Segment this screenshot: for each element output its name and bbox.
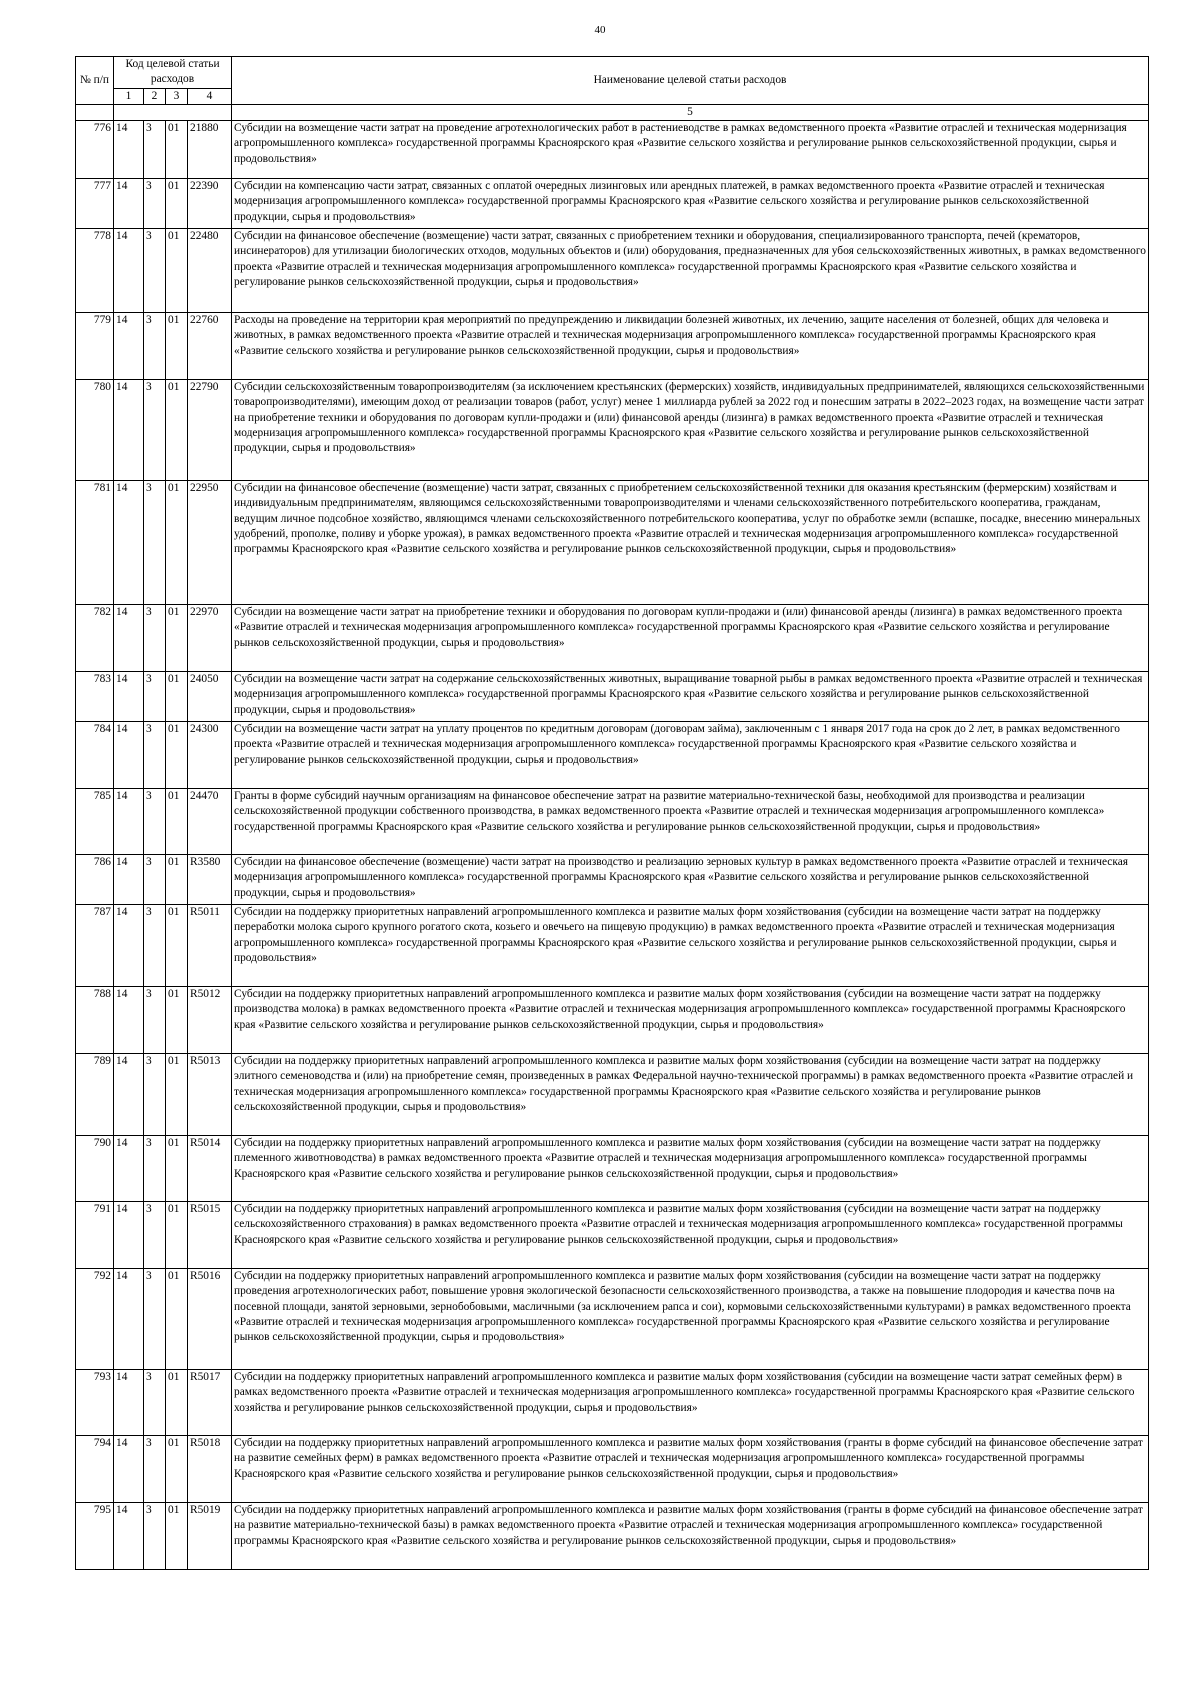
code-part-3: 01 [166,905,188,987]
code-part-4: 22950 [188,481,232,605]
code-part-3: 01 [166,1370,188,1436]
code-part-4: R5014 [188,1136,232,1202]
header-row [76,57,1149,89]
row-number: 777 [76,179,114,229]
code-part-1: 14 [114,1436,144,1503]
expense-name: Субсидии на возмещение части затрат на содержание сельскохозяйственных животных, выращивание товарной рыбы в рамках ведомственного проекта «Развитие отраслей и техническая модернизация агропромышленного комплекса» государственной программы Красноярского края «Развитие сельского хозяйства и регулирование рынков сельскохозяйственной продукции, сырья и продовольствия» [232,672,1149,722]
code-part-4: R5019 [188,1503,232,1570]
code-part-4: 22390 [188,179,232,229]
code-part-1: 14 [114,121,144,179]
expense-name: Субсидии на поддержку приоритетных направлений агропромышленного комплекса и развитие малых форм хозяйствования (субсидии на возмещение части затрат семейных ферм) в рамках ведомственного проекта «Развитие отраслей и техническая модернизация агропромышленного комплекса» государственной программы Красноярского края «Развитие сельского хозяйства и регулирование рынков сельскохозяйственной продукции, сырья и продовольствия» [232,1370,1149,1436]
code-part-3: 01 [166,1503,188,1570]
expense-name: Субсидии на возмещение части затрат на уплату процентов по кредитным договорам (договорам займа), заключенным с 1 января 2017 года на срок до 2 лет, в рамках ведомственного проекта «Развитие отраслей и техническая модернизация агропромышленного комплекса» государственной программы Красноярского края «Развитие сельского хозяйства и регулирование рынков сельскохозяйственной продукции, сырья и продовольствия» [232,722,1149,789]
expense-name: Субсидии на поддержку приоритетных направлений агропромышленного комплекса и развитие малых форм хозяйствования (гранты в форме субсидий на финансовое обеспечение затрат на развитие семейных ферм) в рамках ведомственного проекта «Развитие отраслей и техническая модернизация агропромышленного комплекса» государственной программы Красноярского края «Развитие сельского хозяйства и регулирование рынков сельскохозяйственной продукции, сырья и продовольствия» [232,1436,1149,1503]
row-number: 785 [76,789,114,855]
code-part-4: R5011 [188,905,232,987]
code-part-1: 14 [114,855,144,905]
row-number: 792 [76,1269,114,1370]
code-part-3: 01 [166,1054,188,1136]
code-part-4: 24470 [188,789,232,855]
expense-name: Субсидии на поддержку приоритетных направлений агропромышленного комплекса и развитие малых форм хозяйствования (гранты в форме субсидий на финансовое обеспечение затрат на развитие материально-технической базы) в рамках ведомственного проекта «Развитие отраслей и техническая модернизация агропромышленного комплекса» государственной программы Красноярского края «Развитие сельского хозяйства и регулирование рынков сельскохозяйственной продукции, сырья и продовольствия» [232,1503,1149,1570]
table-row [76,905,1149,987]
code-part-1: 14 [114,1503,144,1570]
code-part-3: 01 [166,672,188,722]
expense-name: Субсидии на возмещение части затрат на приобретение техники и оборудования по договорам купли-продажи и (или) финансовой аренды (лизинга) в рамках ведомственного проекта «Развитие отраслей и техническая модернизация агропромышленного комплекса» государственной программы Красноярского края «Развитие сельского хозяйства и регулирование рынков сельскохозяйственной продукции, сырья и продовольствия» [232,605,1149,672]
table-row [76,789,1149,855]
code-part-4: 21880 [188,121,232,179]
code-part-2: 3 [144,1054,166,1136]
code-part-1: 14 [114,179,144,229]
code-part-3: 01 [166,789,188,855]
code-part-2: 3 [144,1436,166,1503]
row-number: 788 [76,987,114,1054]
code-part-2: 3 [144,481,166,605]
code-part-2: 3 [144,121,166,179]
code-part-4: 24050 [188,672,232,722]
table-row [76,1503,1149,1570]
header-index: 3 [166,88,188,104]
code-part-4: 24300 [188,722,232,789]
code-part-1: 14 [114,313,144,380]
expense-name: Субсидии на поддержку приоритетных направлений агропромышленного комплекса и развитие малых форм хозяйствования (субсидии на возмещение части затрат на поддержку проведения агротехнологических работ, повышение уровня экологической безопасности сельскохозяйственного производства, а также на повышение плодородия и качества почв на посевной площади, занятой зерновыми, зернобобовыми, масличными (за исключением рапса и сои), кормовыми сельскохозяйственными культурами) в рамках ведомственного проекта «Развитие отраслей и техническая модернизация агропромышленного комплекса» государственной программы Красноярского края «Развитие сельского хозяйства и регулирование рынков сельскохозяйственной продукции, сырья и продовольствия» [232,1269,1149,1370]
code-part-1: 14 [114,1269,144,1370]
expense-name: Субсидии на поддержку приоритетных направлений агропромышленного комплекса и развитие малых форм хозяйствования (субсидии на возмещение части затрат на поддержку производства молока) в рамках ведомственного проекта «Развитие отраслей и техническая модернизация агропромышленного комплекса» государственной программы Красноярского края «Развитие сельского хозяйства и регулирование рынков сельскохозяйственной продукции, сырья и продовольствия» [232,987,1149,1054]
code-part-1: 14 [114,987,144,1054]
expense-name: Расходы на проведение на территории края мероприятий по предупреждению и ликвидации болезней животных, их лечению, защите населения от болезней, общих для человека и животных, в рамках ведомственного проекта «Развитие отраслей и техническая модернизация агропромышленного комплекса» государственной программы Красноярского края «Развитие сельского хозяйства и регулирование рынков сельскохозяйственной продукции, сырья и продовольствия» [232,313,1149,380]
code-part-2: 3 [144,722,166,789]
code-part-2: 3 [144,789,166,855]
code-part-2: 3 [144,672,166,722]
code-part-4: R5015 [188,1202,232,1269]
row-number: 790 [76,1136,114,1202]
code-part-3: 01 [166,855,188,905]
code-part-1: 14 [114,481,144,605]
row-number: 783 [76,672,114,722]
code-part-2: 3 [144,1202,166,1269]
expense-name: Субсидии на поддержку приоритетных направлений агропромышленного комплекса и развитие малых форм хозяйствования (субсидии на возмещение части затрат на поддержку сельскохозяйственного страхования) в рамках ведомственного проекта «Развитие отраслей и техническая модернизация агропромышленного комплекса» государственной программы Красноярского края «Развитие сельского хозяйства и регулирование рынков сельскохозяйственной продукции, сырья и продовольствия» [232,1202,1149,1269]
table-row [76,1054,1149,1136]
code-part-3: 01 [166,605,188,672]
code-part-4: R5018 [188,1436,232,1503]
header-name: Наименование целевой статьи расходов [232,57,1149,105]
code-part-4: R5016 [188,1269,232,1370]
header-code: Код целевой статьи расходов [114,57,232,89]
code-part-2: 3 [144,1136,166,1202]
code-part-2: 3 [144,987,166,1054]
table-row [76,605,1149,672]
code-part-2: 3 [144,605,166,672]
row-number: 794 [76,1436,114,1503]
code-part-2: 3 [144,179,166,229]
code-part-1: 14 [114,380,144,481]
table-body [76,121,1149,1570]
code-part-2: 3 [144,380,166,481]
code-part-3: 01 [166,313,188,380]
code-part-4: 22970 [188,605,232,672]
code-part-3: 01 [166,1436,188,1503]
code-part-2: 3 [144,1269,166,1370]
code-part-1: 14 [114,229,144,313]
code-part-2: 3 [144,905,166,987]
code-part-3: 01 [166,1269,188,1370]
code-part-2: 3 [144,1503,166,1570]
row-number: 786 [76,855,114,905]
row-number: 781 [76,481,114,605]
table-row [76,1269,1149,1370]
expense-name: Субсидии на финансовое обеспечение (возмещение) части затрат, связанных с приобретением техники и оборудования, специализированного транспорта, печей (крематоров, инсинераторов) для утилизации биологических отходов, модульных объектов и (или) оборудования, предназначенных для убоя сельскохозяйственных животных, в рамках ведомственного проекта «Развитие отраслей и техническая модернизация агропромышленного комплекса» государственной программы Красноярского края «Развитие сельского хозяйства и регулирование рынков сельскохозяйственной продукции, сырья и продовольствия» [232,229,1149,313]
table-row [76,313,1149,380]
code-part-2: 3 [144,855,166,905]
code-part-3: 01 [166,481,188,605]
table-row [76,229,1149,313]
expense-name: Субсидии на финансовое обеспечение (возмещение) части затрат, связанных с приобретением сельскохозяйственной техники для оказания крестьянским (фермерским) хозяйствам и индивидуальным предпринимателям, являющимся сельскохозяйственными товаропроизводителями и членами сельскохозяйственного потребительского кооператива, гражданам, ведущим личное подсобное хозяйство, являющимся членами сельскохозяйственного потребительского кооператива, услуг по обработке земли (вспашке, посадке, внесению минеральных удобрений, прополке, поливу и уборке урожая), в рамках ведомственного проекта «Развитие отраслей и техническая модернизация агропромышленного комплекса» государственной программы Красноярского края «Развитие сельского хозяйства и регулирование рынков сельскохозяйственной продукции, сырья и продовольствия» [232,481,1149,605]
expense-name: Субсидии на финансовое обеспечение (возмещение) части затрат на производство и реализацию зерновых культур в рамках ведомственного проекта «Развитие отраслей и техническая модернизация агропромышленного комплекса» государственной программы Красноярского края «Развитие сельского хозяйства и регулирование рынков сельскохозяйственной продукции, сырья и продовольствия» [232,855,1149,905]
table-row [76,1136,1149,1202]
code-part-1: 14 [114,1054,144,1136]
table-row [76,672,1149,722]
code-part-3: 01 [166,229,188,313]
table-row [76,179,1149,229]
code-part-3: 01 [166,722,188,789]
code-part-1: 14 [114,1370,144,1436]
table-row [76,121,1149,179]
header-no: № п/п [76,57,114,105]
expense-name: Субсидии на поддержку приоритетных направлений агропромышленного комплекса и развитие малых форм хозяйствования (субсидии на возмещение части затрат на поддержку племенного животноводства) в рамках ведомственного проекта «Развитие отраслей и техническая модернизация агропромышленного комплекса» государственной программы Красноярского края «Развитие сельского хозяйства и регулирование рынков сельскохозяйственной продукции, сырья и продовольствия» [232,1136,1149,1202]
code-part-4: 22760 [188,313,232,380]
code-part-2: 3 [144,313,166,380]
code-part-1: 14 [114,672,144,722]
table-row [76,1202,1149,1269]
table-row [76,481,1149,605]
code-part-1: 14 [114,605,144,672]
row-number: 776 [76,121,114,179]
row-number: 778 [76,229,114,313]
header-index-empty [114,104,232,120]
code-part-1: 14 [114,789,144,855]
code-part-1: 14 [114,905,144,987]
code-part-3: 01 [166,1202,188,1269]
row-number: 784 [76,722,114,789]
code-part-2: 3 [144,1370,166,1436]
code-part-4: 22790 [188,380,232,481]
row-number: 795 [76,1503,114,1570]
row-number: 789 [76,1054,114,1136]
header-index: 5 [232,104,1149,120]
code-part-3: 01 [166,1136,188,1202]
code-part-3: 01 [166,179,188,229]
code-part-3: 01 [166,121,188,179]
code-part-4: R5013 [188,1054,232,1136]
row-number: 782 [76,605,114,672]
header-index: 1 [114,88,144,104]
code-part-1: 14 [114,722,144,789]
code-part-3: 01 [166,987,188,1054]
header-index: 4 [188,88,232,104]
header-index-empty [76,104,114,120]
header-index-row-name [76,104,1149,120]
budget-table [75,56,1149,1570]
row-number: 780 [76,380,114,481]
code-part-4: R5012 [188,987,232,1054]
row-number: 793 [76,1370,114,1436]
code-part-1: 14 [114,1136,144,1202]
code-part-2: 3 [144,229,166,313]
table-row [76,987,1149,1054]
row-number: 779 [76,313,114,380]
expense-name: Субсидии на компенсацию части затрат, связанных с оплатой очередных лизинговых или арендных платежей, в рамках ведомственного проекта «Развитие отраслей и техническая модернизация агропромышленного комплекса» государственной программы Красноярского края «Развитие сельского хозяйства и регулирование рынков сельскохозяйственной продукции, сырья и продовольствия» [232,179,1149,229]
code-part-1: 14 [114,1202,144,1269]
table-row [76,722,1149,789]
row-number: 787 [76,905,114,987]
code-part-4: R5017 [188,1370,232,1436]
table-row [76,1436,1149,1503]
table-row [76,380,1149,481]
expense-name: Субсидии на поддержку приоритетных направлений агропромышленного комплекса и развитие малых форм хозяйствования (субсидии на возмещение части затрат на поддержку переработки молока сырого крупного рогатого скота, козьего и овечьего на пищевую продукцию) в рамках ведомственного проекта «Развитие отраслей и техническая модернизация агропромышленного комплекса» государственной программы Красноярского края «Развитие сельского хозяйства и регулирование рынков сельскохозяйственной продукции, сырья и продовольствия» [232,905,1149,987]
header-index: 2 [144,88,166,104]
expense-name: Субсидии на поддержку приоритетных направлений агропромышленного комплекса и развитие малых форм хозяйствования (субсидии на возмещение части затрат на поддержку элитного семеноводства и (или) на приобретение семян, произведенных в рамках Федеральной научно-технической программы) в рамках ведомственного проекта «Развитие отраслей и техническая модернизация агропромышленного комплекса» государственной программы Красноярского края «Развитие сельского хозяйства и регулирование рынков сельскохозяйственной продукции, сырья и продовольствия» [232,1054,1149,1136]
table-row [76,855,1149,905]
code-part-4: 22480 [188,229,232,313]
row-number: 791 [76,1202,114,1269]
expense-name: Гранты в форме субсидий научным организациям на финансовое обеспечение затрат на развитие материально-технической базы, необходимой для производства и реализации сельскохозяйственной продукции собственного производства, в рамках ведомственного проекта «Развитие отраслей и техническая модернизация агропромышленного комплекса» государственной программы Красноярского края «Развитие сельского хозяйства и регулирование рынков сельскохозяйственной продукции, сырья и продовольствия» [232,789,1149,855]
table-row [76,1370,1149,1436]
code-part-3: 01 [166,380,188,481]
page-number: 40 [594,24,606,36]
expense-name: Субсидии на возмещение части затрат на проведение агротехнологических работ в растениеводстве в рамках ведомственного проекта «Развитие отраслей и техническая модернизация агропромышленного комплекса» государственной программы Красноярского края «Развитие сельского хозяйства и регулирование рынков сельскохозяйственной продукции, сырья и продовольствия» [232,121,1149,179]
code-part-4: R3580 [188,855,232,905]
expense-name: Субсидии сельскохозяйственным товаропроизводителям (за исключением крестьянских (фермерских) хозяйств, индивидуальных предпринимателей, являющихся сельскохозяйственными товаропроизводителями), имеющим доход от реализации товаров (работ, услуг) менее 1 миллиарда рублей за 2022 год и понесшим затраты в 2022–2023 годах, на возмещение части затрат на приобретение техники и оборудования по договорам купли-продажи и (или) финансовой аренды (лизинга) в рамках ведомственного проекта «Развитие отраслей и техническая модернизация агропромышленного комплекса» государственной программы Красноярского края «Развитие сельского хозяйства и регулирование рынков сельскохозяйственной продукции, сырья и продовольствия» [232,380,1149,481]
